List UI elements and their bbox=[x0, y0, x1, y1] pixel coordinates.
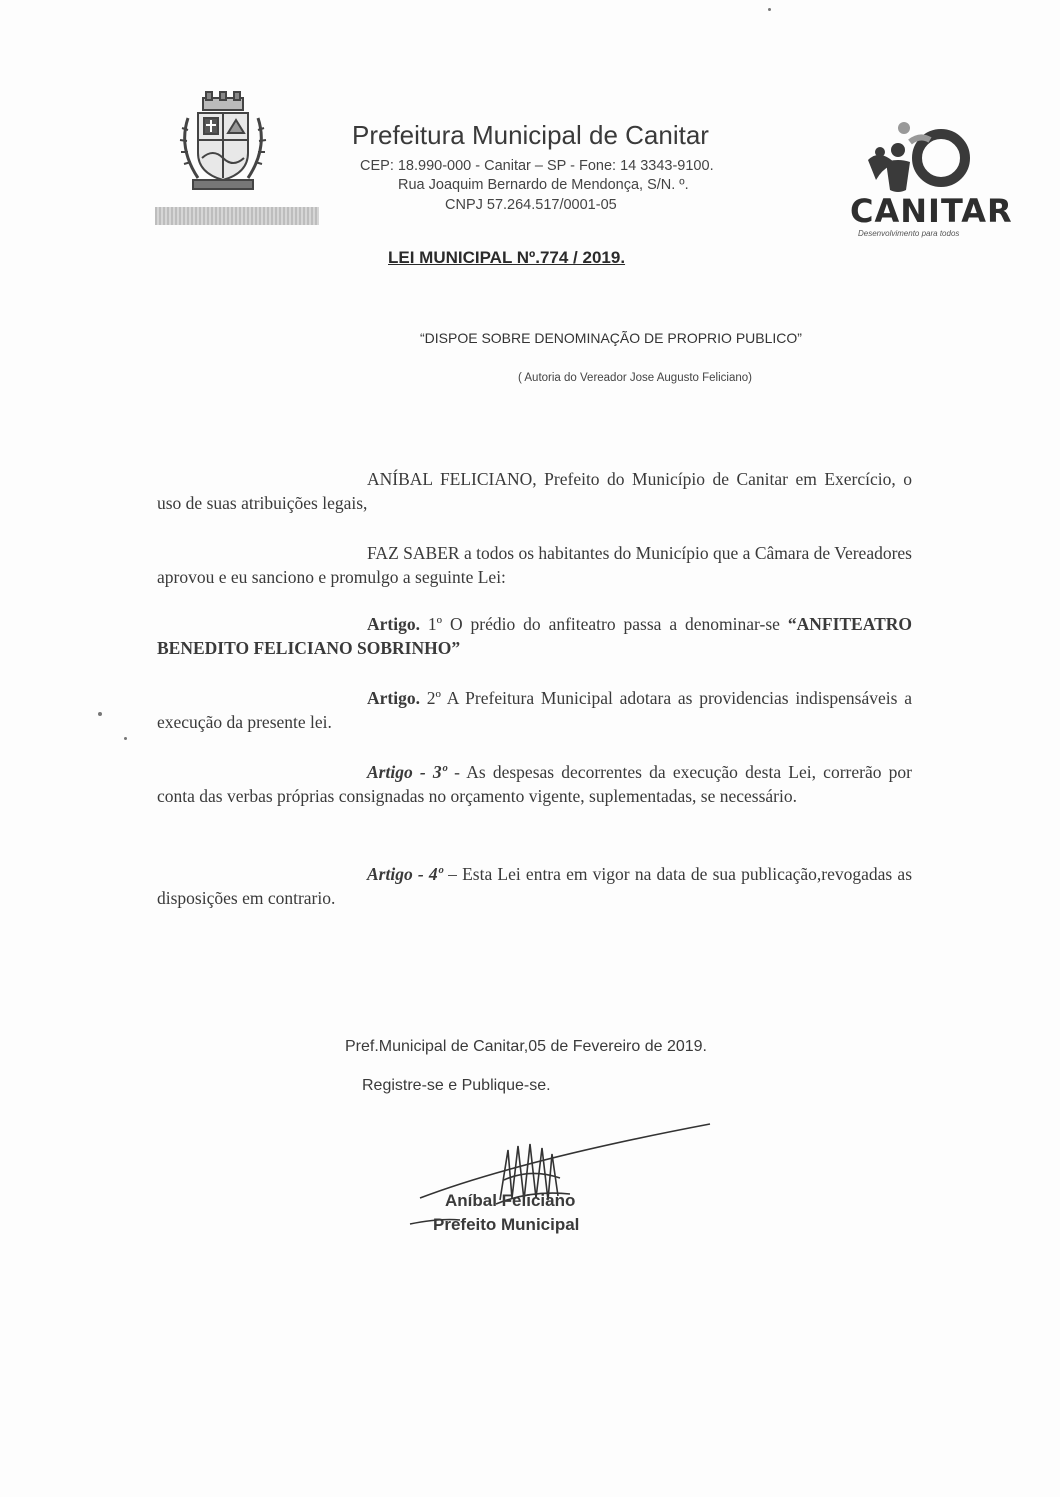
article-3 bbox=[157, 760, 912, 808]
article-1-name: “ANFITEATRO BENEDITO FELICIANO SOBRINHO” bbox=[157, 614, 912, 658]
scan-speck bbox=[768, 8, 771, 11]
registre-publique: Registre-se e Publique-se. bbox=[362, 1077, 551, 1094]
address-line-3: CNPJ 57.264.517/0001-05 bbox=[445, 197, 617, 213]
signer-role: Prefeito Municipal bbox=[433, 1215, 580, 1234]
article-2-text: 2º A Prefeitura Municipal adotara as providencias indispensáveis a execução da presente lei. bbox=[157, 688, 912, 732]
organization-name: Prefeitura Municipal de Canitar bbox=[352, 120, 709, 150]
article-3-label: Artigo - 3º bbox=[367, 762, 447, 782]
article-3-text: - As despesas decorrentes da execução desta Lei, correrão por conta das verbas próprias consignadas no orçamento vigente, suplementadas, se necessário. bbox=[157, 762, 913, 806]
law-ementa: “DISPOE SOBRE DENOMINAÇÃO DE PROPRIO PUBLICO” bbox=[420, 330, 802, 346]
scan-speck bbox=[98, 712, 102, 716]
paragraph-faz-saber: FAZ SABER a todos os habitantes do Município que a Câmara de Vereadores aprovou e eu sanciono e promulgo a seguinte Lei: bbox=[157, 543, 912, 587]
address-line-2: Rua Joaquim Bernardo de Mendonça, S/N. º. bbox=[398, 177, 689, 193]
article-4-label: Artigo - 4º bbox=[367, 864, 443, 884]
article-4 bbox=[157, 862, 912, 910]
article-1 bbox=[157, 612, 912, 660]
address-line-1: CEP: 18.990-000 - Canitar – SP - Fone: 14 3343-9100. bbox=[360, 158, 714, 174]
scan-speck bbox=[124, 737, 127, 740]
signer-name: Aníbal Feliciano bbox=[445, 1191, 576, 1210]
header-rule-bar bbox=[155, 207, 319, 225]
municipal-coat-of-arms-icon bbox=[168, 88, 278, 198]
canitar-logo-wordmark: CANITAR bbox=[850, 192, 1013, 230]
article-1-label: Artigo. bbox=[367, 614, 420, 634]
article-1-text: 1º O prédio do anfiteatro passa a denominar-se bbox=[419, 614, 788, 634]
paragraph-preamble: ANÍBAL FELICIANO, Prefeito do Município de Canitar em Exercício, o uso de suas atribuições legais, bbox=[157, 469, 912, 513]
law-title: LEI MUNICIPAL Nº.774 / 2019. bbox=[388, 248, 626, 267]
article-2 bbox=[157, 686, 912, 734]
place-and-date: Pref.Municipal de Canitar,05 de Fevereiro de 2019. bbox=[345, 1038, 707, 1055]
canitar-logo-tagline: Desenvolvimento para todos bbox=[858, 229, 960, 238]
article-4-text: – Esta Lei entra em vigor na data de sua publicação,revogadas as disposições em contrario. bbox=[157, 864, 913, 908]
article-2-label: Artigo. bbox=[367, 688, 420, 708]
law-autoria: ( Autoria do Vereador Jose Augusto Feliciano) bbox=[518, 372, 752, 384]
